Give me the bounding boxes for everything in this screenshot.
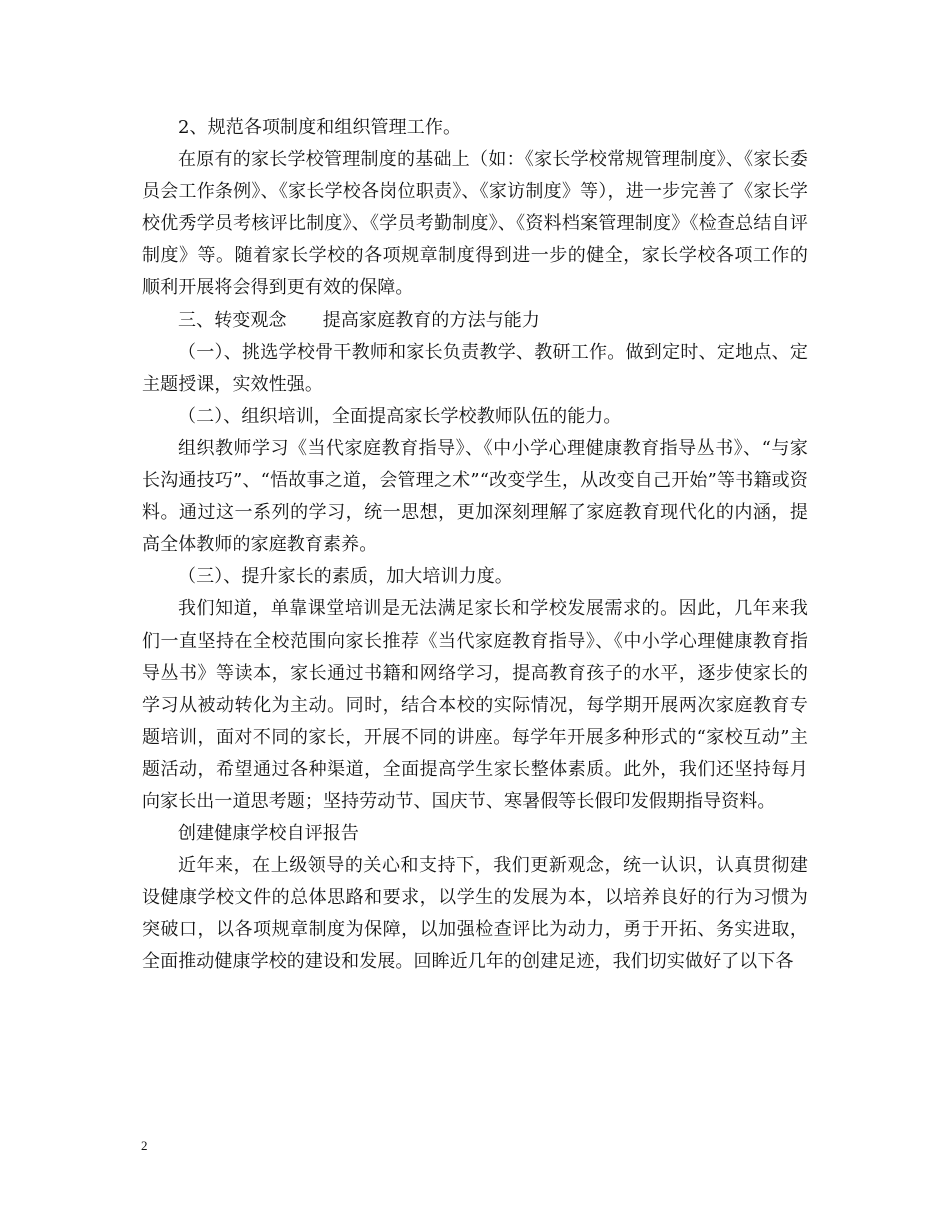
paragraph-teacher-study: 组织教师学习《当代家庭教育指导》、《中小学心理健康教育指导丛书》、“与家长沟通技巧”、“悟故事之道，会管理之术”“改变学生，从改变自己开始”等书籍或资料。通过这一系列的学习，统一思想，更加深刻理解了家庭教育现代化的内涵，提高全体教师的家庭教育素养。: [142, 437, 808, 556]
paragraph-parent-training: 我们知道，单靠课堂培训是无法满足家长和学校发展需求的。因此，几年来我们一直坚持在全校范围向家长推荐《当代家庭教育指导》、《中小学心理健康教育指导丛书》等读本，家长通过书籍和网络学习，提高教育孩子的水平，逐步使家长的学习从被动转化为主动。同时，结合本校的实际情况，每学期开展两次家庭教育专题培训，面对不同的家长，开展不同的讲座。每学年开展多种形式的“家校互动”主题活动，希望通过各种渠道，全面提高学生家长整体素质。此外，我们还坚持每月向家长出一道思考题；坚持劳动节、国庆节、寒暑假等长假印发假期指导资料。: [142, 598, 808, 812]
section-heading-regulations: 2、规范各项制度和组织管理工作。: [178, 117, 462, 138]
paragraph-organize-training: （二）、组织培训，全面提高家长学校教师队伍的能力。: [178, 405, 622, 427]
section-heading-change-concepts: 三、转变观念 提高家庭教育的方法与能力: [178, 309, 540, 331]
document-body: [142, 112, 808, 979]
paragraph-select-teachers: （一）、挑选学校骨干教师和家长负责教学、教研工作。做到定时、定地点、定主题授课，实效性强。: [142, 341, 808, 395]
page-number: 2: [141, 1138, 148, 1153]
paragraph-management-systems: 在原有的家长学校管理制度的基础上（如：《家长学校常规管理制度》、《家长委员会工作条例》、《家长学校各岗位职责》、《家访制度》等），进一步完善了《家长学校优秀学员考核评比制度》、《学员考勤制度》、《资料档案管理制度》《检查总结自评制度》等。随着家长学校的各项规章制度得到进一步的健全，家长学校各项工作的顺利开展将会得到更有效的保障。: [142, 149, 808, 299]
paragraph-report-intro: 近年来，在上级领导的关心和支持下，我们更新观念，统一认识，认真贯彻建设健康学校文件的总体思路和要求，以学生的发展为本，以培养良好的行为习惯为突破口，以各项规章制度为保障，以加强检查评比为动力，勇于开拓、务实进取，全面推动健康学校的建设和发展。回眸近几年的创建足迹，我们切实做好了以下各: [142, 855, 808, 973]
report-title: 创建健康学校自评报告: [178, 823, 359, 845]
paragraph-improve-parents: （三）、提升家长的素质，加大培训力度。: [178, 566, 513, 588]
